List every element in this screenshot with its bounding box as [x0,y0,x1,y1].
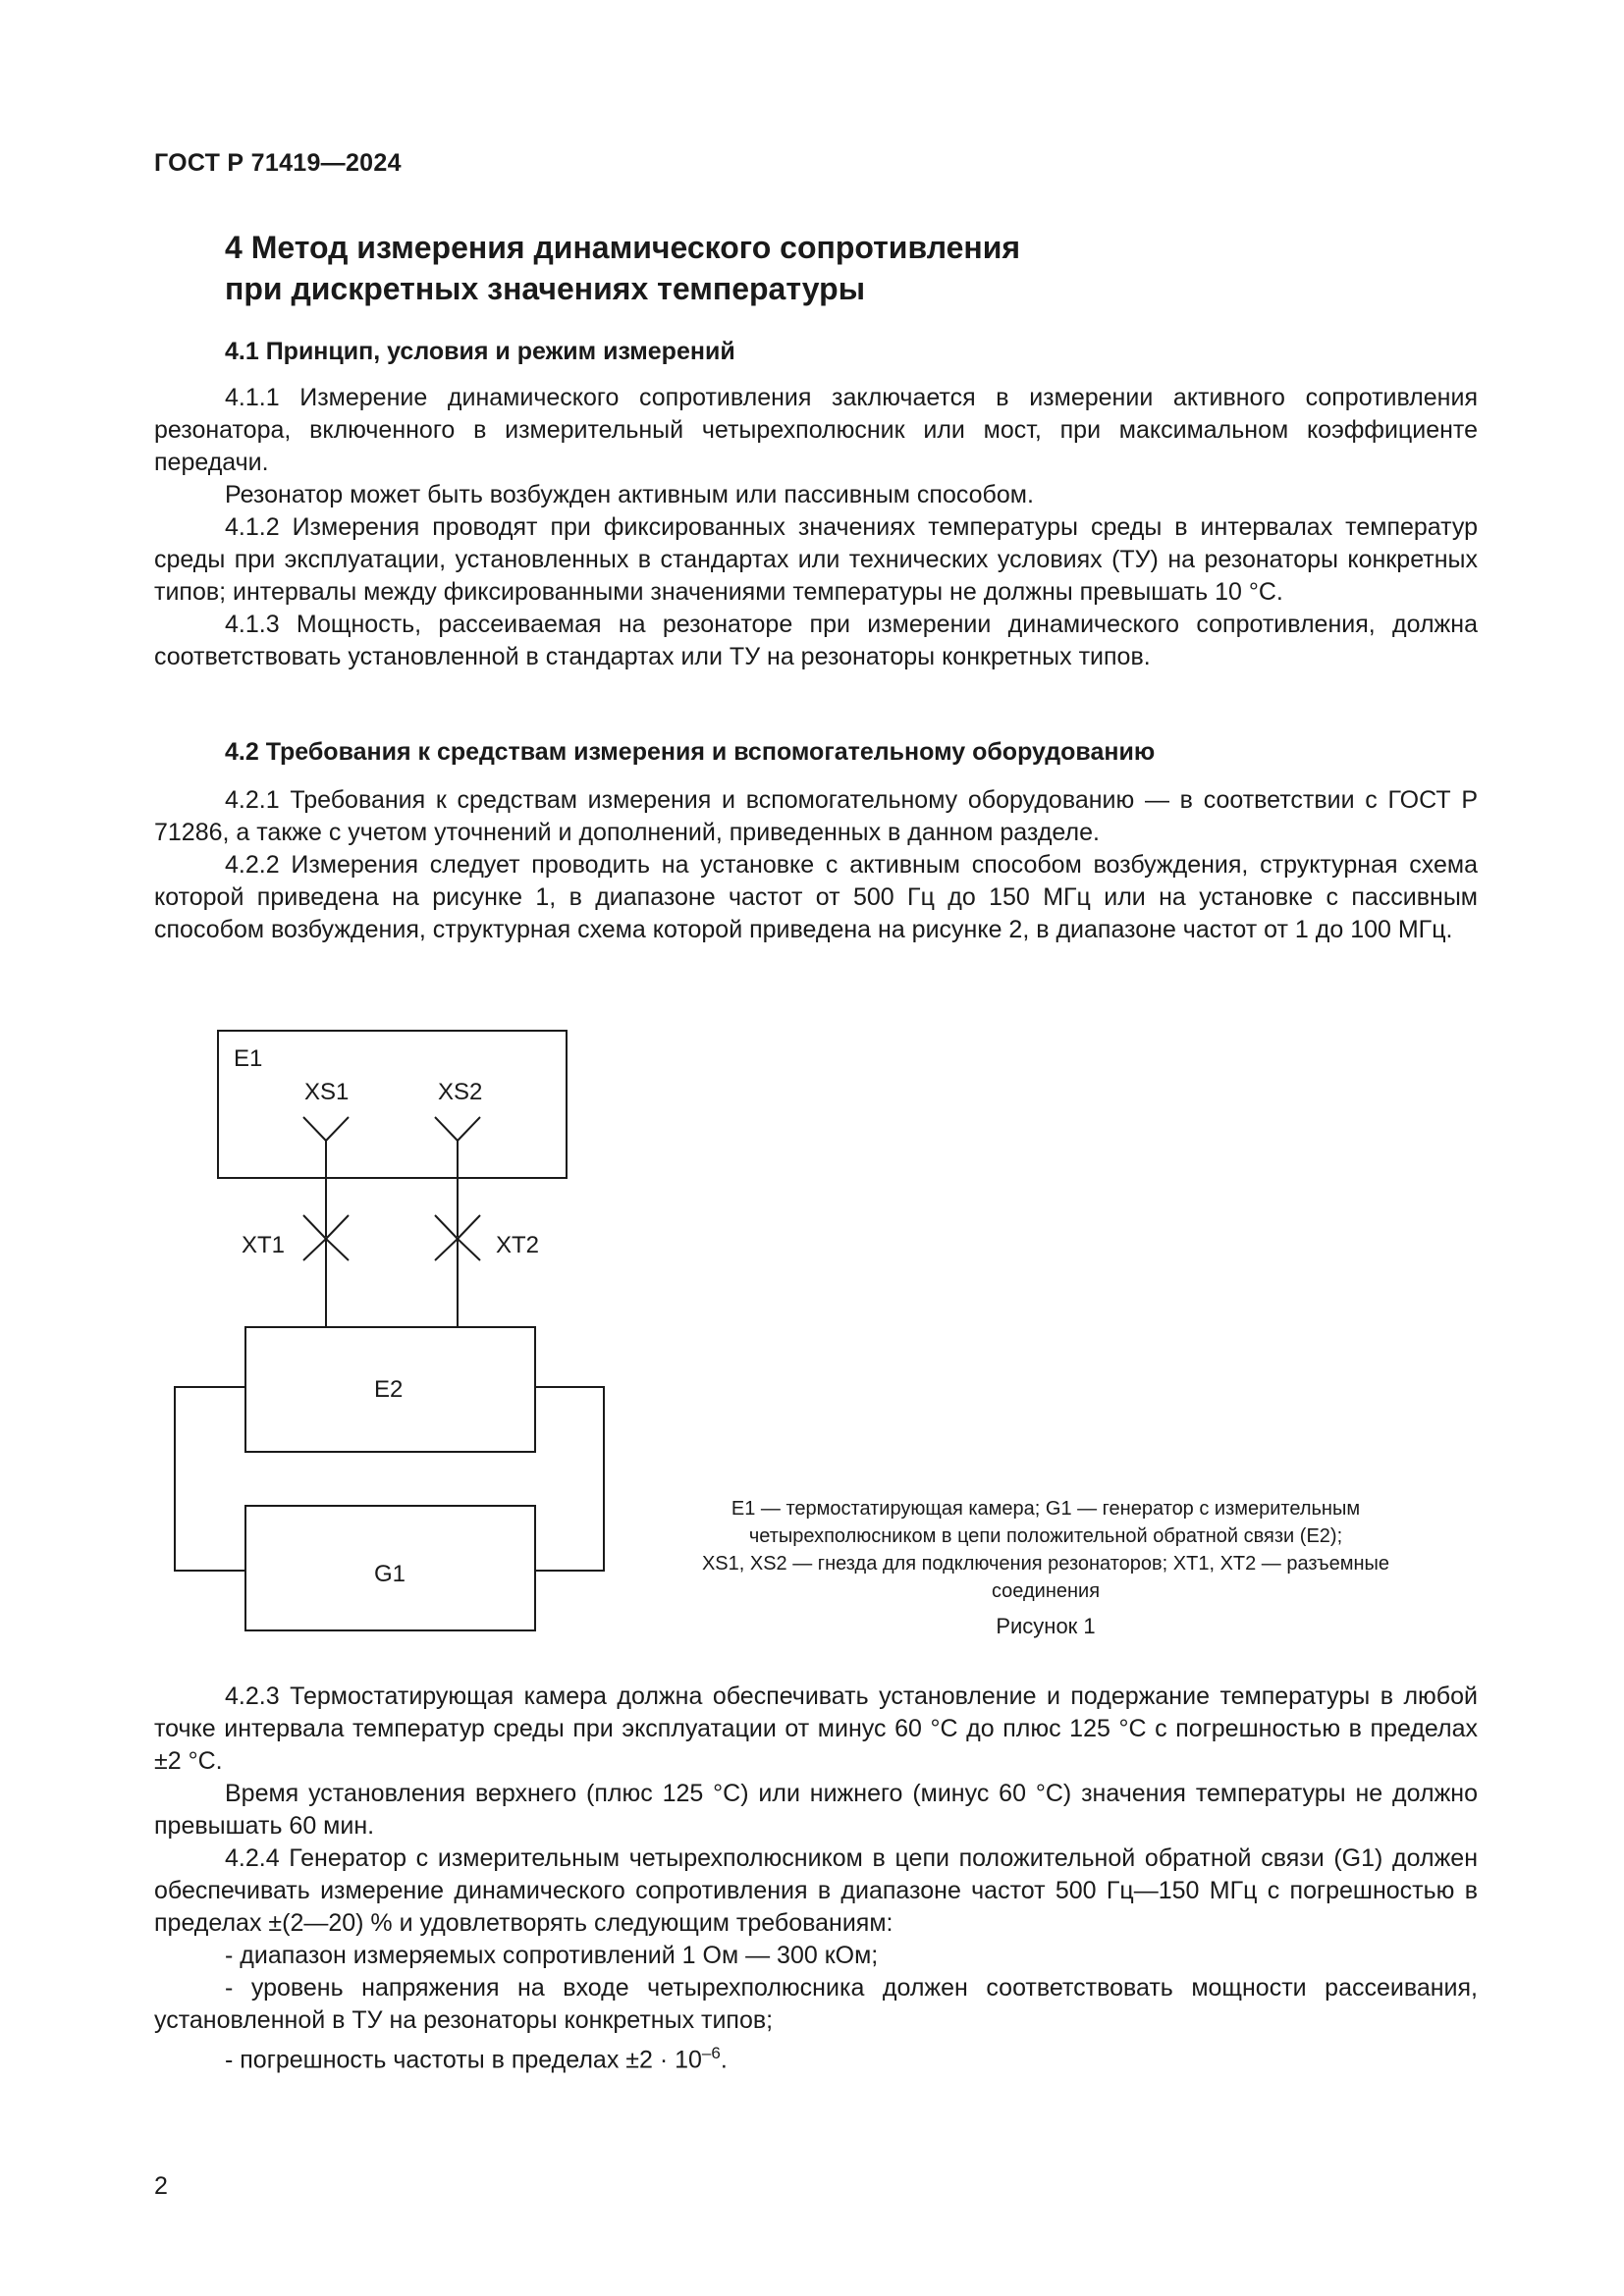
document-id: ГОСТ Р 71419—2024 [154,149,402,177]
feedback-line-right [535,1387,604,1571]
section-title-line-2: при дискретных значениях температуры [225,271,866,306]
legend-line-1: E1 — термостатирующая камера; G1 — генератор с измерительным [731,1498,1361,1520]
frequency-error-exponent: –6 [701,2044,721,2062]
paragraph-4-2-4: 4.2.4 Генератор с измерительным четырехполюсником в цепи положительной обратной связи (G1) должен обеспечивать измерение динамического сопротивления в диапазоне частот 500 Гц—150 МГц с погрешностью в пределах ±(2—20) % и удовлетворять следующим требованиям: [154,1844,1478,1937]
section-title [225,227,1020,309]
paragraph-4-1-3: 4.1.3 Мощность, рассеиваемая на резонаторе при измерении динамического сопротивления, должна соответствовать установленной в стандартах или ТУ на резонаторы конкретных типов. [154,611,1478,670]
after-figure-body [154,1681,1478,2076]
label-g1: G1 [374,1561,406,1587]
section-title-line-1: 4 Метод измерения динамического сопротивления [225,230,1021,265]
paragraph-4-2-3: 4.2.3 Термостатирующая камера должна обеспечивать установление и подержание температуры в любой точке интервала температур среды при эксплуатации от минус 60 °С до плюс 125 °С с погрешностью в пределах ±2 °С. [154,1682,1478,1775]
frequency-error-end: . [720,2046,728,2074]
chamber-e1-box [218,1031,567,1178]
list-item-frequency-error [154,2037,1478,2076]
legend-line-3: XS1, XS2 — гнезда для подключения резонаторов; XT1, XT2 — разъемные [701,1553,1390,1575]
label-xt1: XT1 [242,1232,286,1258]
figure-1-diagram [167,1021,619,1649]
paragraph-excitation: Резонатор может быть возбужден активным или пассивным способом. [225,481,1034,508]
subsection-4-2-body [154,784,1478,946]
paragraph-4-2-2: 4.2.2 Измерения следует проводить на установке с активным способом возбуждения, структурная схема которой приведена на рисунке 1, в диапазоне частот от 500 Гц до 150 МГц или на установке с пассивным способом возбуждения, структурная схема которой приведена на рисунке 2, в диапазоне частот от 1 до 100 МГц. [154,851,1478,943]
label-xt2: XT2 [496,1232,540,1258]
page-number: 2 [154,2172,168,2200]
figure-1-label: Рисунок 1 [996,1614,1096,1638]
paragraph-4-1-2: 4.1.2 Измерения проводят при фиксированных значениях температуры среды в интервалах температур среды при эксплуатации, установленных в стандартах или технических условиях (ТУ) на резонаторы конкретных типов; интервалы между фиксированными значениями температуры не должны превышать 10 °С. [154,513,1478,606]
subsection-4-2-heading: 4.2 Требования к средствам измерения и вспомогательному оборудованию [225,738,1156,766]
list-item-resistance-range: - диапазон измеряемых сопротивлений 1 Ом — 300 кОм; [225,1942,879,1969]
feedback-line-left [175,1387,245,1571]
paragraph-settling-time: Время установления верхнего (плюс 125 °С) или нижнего (минус 60 °С) значения температуры не должно превышать 60 мин. [154,1780,1478,1840]
label-xs1: XS1 [304,1079,350,1105]
label-e1: E1 [234,1045,263,1072]
figure-1-legend [658,1495,1434,1605]
paragraph-4-1-1: 4.1.1 Измерение динамического сопротивления заключается в измерении активного сопротивления резонатора, включенного в измерительный четырехполюсник или мост, при максимальном коэффициенте передачи. [154,384,1478,476]
subsection-4-1-heading: 4.1 Принцип, условия и режим измерений [225,338,735,365]
subsection-4-1-body [154,382,1478,673]
label-e2: E2 [374,1376,404,1403]
label-xs2: XS2 [438,1079,483,1105]
legend-line-2: четырехполюсником в цепи положительной обратной связи (E2); [748,1525,1343,1547]
paragraph-4-2-1: 4.2.1 Требования к средствам измерения и вспомогательному оборудованию — в соответствии с ГОСТ Р 71286, а также с учетом уточнений и дополнений, приведенных в данном разделе. [154,786,1478,846]
legend-line-4: соединения [991,1580,1101,1602]
list-item-voltage-level: - уровень напряжения на входе четырехполюсника должен соответствовать мощности рассеивания, установленной в ТУ на резонаторы конкретных типов; [154,1974,1478,2034]
frequency-error-text: - погрешность частоты в пределах ±2 · 10 [225,2046,702,2074]
